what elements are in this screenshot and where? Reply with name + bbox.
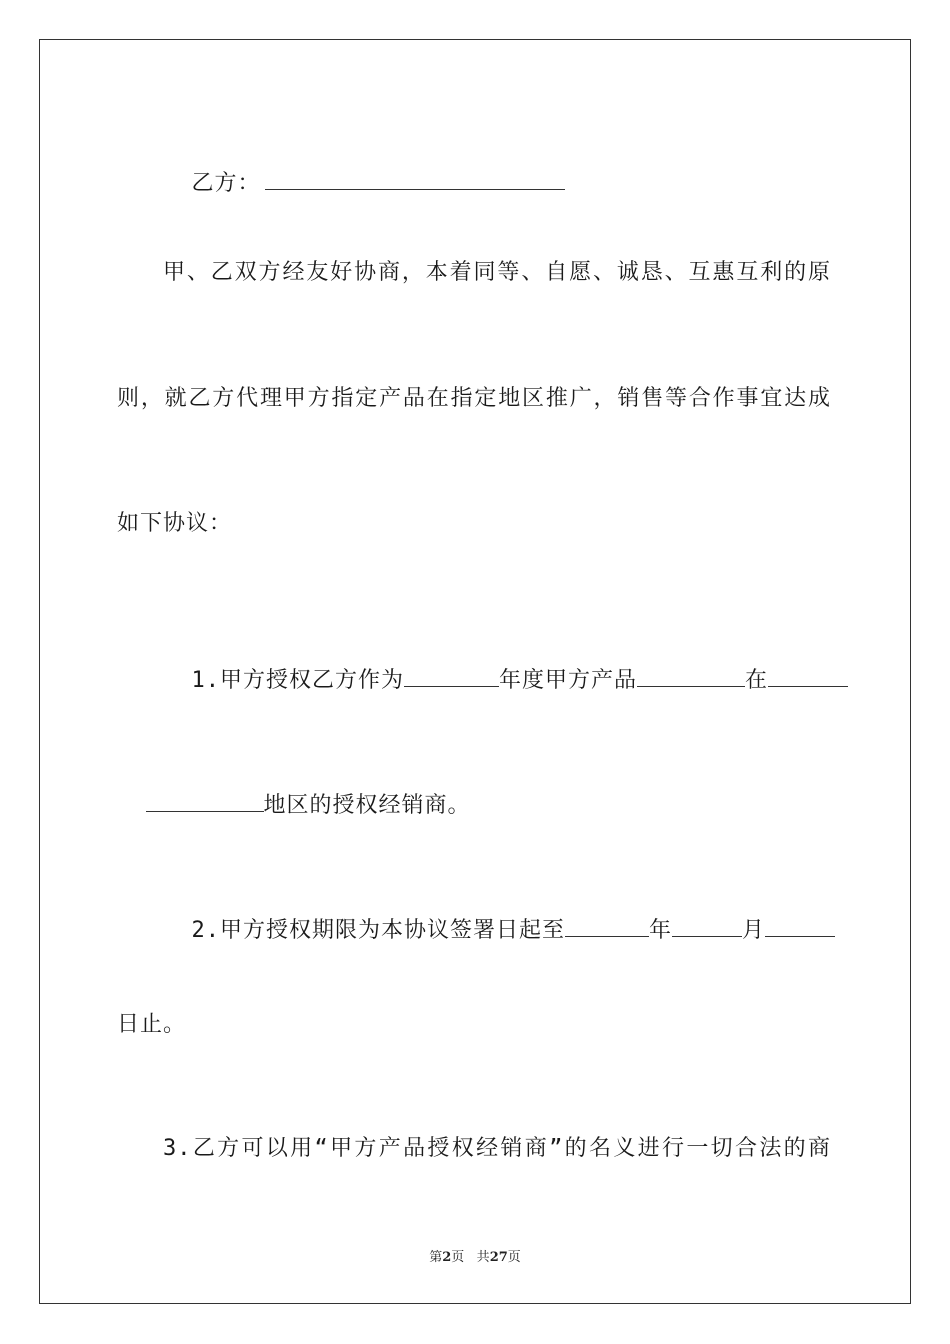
clause-1-text-d: 地区的授权经销商。 <box>263 793 471 818</box>
clause-1-text-b: 年度甲方产品 <box>499 668 638 693</box>
clause-2-year-blank[interactable] <box>565 914 649 937</box>
clause-2-day-blank[interactable] <box>765 914 835 937</box>
footer-total-suffix: 页 <box>507 1250 521 1265</box>
clause-1-region-blank[interactable] <box>768 664 848 687</box>
footer-page-suffix: 页 <box>451 1250 465 1265</box>
footer-total-prefix: 共 <box>476 1250 490 1265</box>
clause-2-text-c: 月 <box>742 918 766 943</box>
clause-1-year-blank[interactable] <box>404 664 499 687</box>
clause-1-text-a: 1.甲方授权乙方作为 <box>191 668 404 693</box>
clause-1-line-1 <box>163 634 848 696</box>
clause-1-line-2 <box>117 759 471 821</box>
party-b-line <box>163 137 565 199</box>
page-footer <box>0 1246 950 1265</box>
clause-1-product-blank[interactable] <box>637 664 745 687</box>
clause-1-region-blank-cont[interactable] <box>146 789 264 812</box>
intro-line-2: 则，就乙方代理甲方指定产品在指定地区推广，销售等合作事宜达成 <box>117 386 831 411</box>
clause-2-line-2: 日止。 <box>117 1012 187 1037</box>
clause-2-text-b: 年 <box>649 918 673 943</box>
footer-page-number: 2 <box>442 1250 452 1265</box>
footer-page-prefix: 第 <box>429 1250 443 1265</box>
clause-2-text-a: 2.甲方授权期限为本协议签署日起至 <box>191 918 565 943</box>
footer-total-pages: 27 <box>489 1250 508 1265</box>
party-b-label: 乙方： <box>191 171 261 196</box>
clause-3-line-1: 3.乙方可以用“甲方产品授权经销商”的名义进行一切合法的商 <box>163 1136 831 1161</box>
clause-2-month-blank[interactable] <box>672 914 742 937</box>
clause-2-line-1 <box>163 884 835 946</box>
party-b-blank[interactable] <box>265 167 565 190</box>
clause-1-text-c: 在 <box>745 668 769 693</box>
intro-line-1: 甲、乙双方经友好协商，本着同等、自愿、诚恳、互惠互利的原 <box>163 260 831 285</box>
intro-line-3: 如下协议： <box>117 511 233 536</box>
